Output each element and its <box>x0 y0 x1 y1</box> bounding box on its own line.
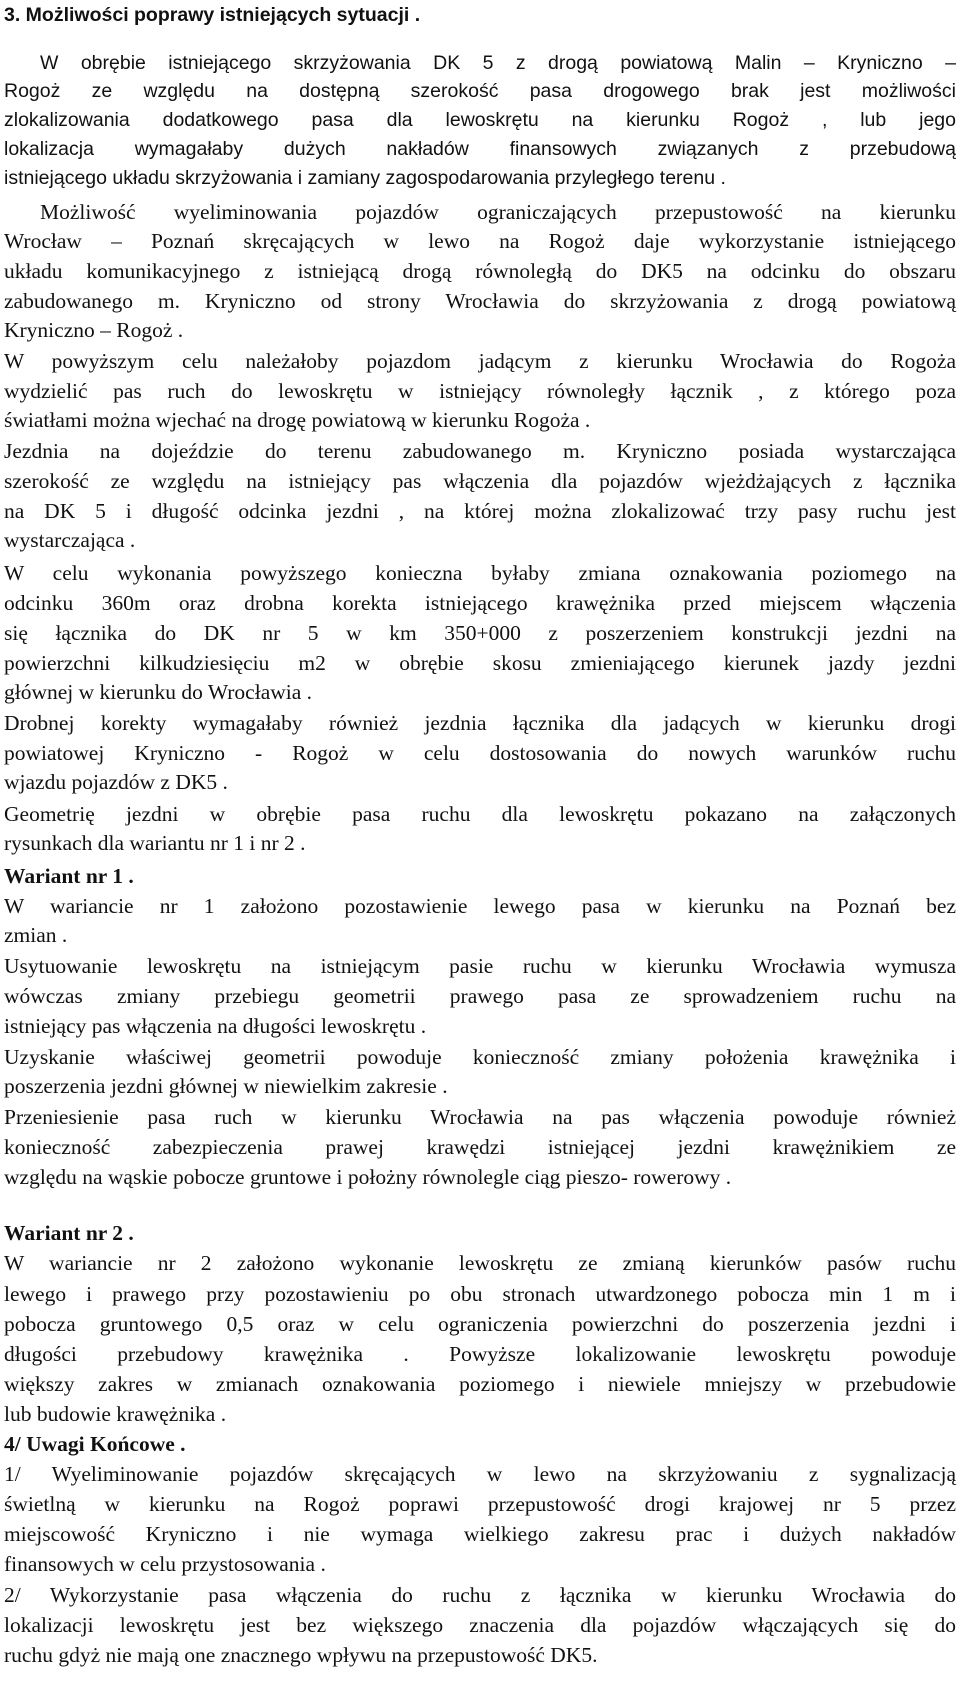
text-line: wydzielić pas ruch do lewoskrętu w istniejący równoległy łącznik , z którego poza <box>4 379 956 403</box>
text-line: Wrocław – Poznań skręcających w lewo na Rogoż daje wykorzystanie istniejącego <box>4 229 956 253</box>
text-line: względu na wąskie pobocze gruntowe i położny równolegle ciąg pieszo- rowerowy . <box>4 1165 732 1189</box>
section-heading: 4/ Uwagi Końcowe . <box>4 1432 186 1456</box>
text-line: konieczność zabezpieczenia prawej krawędzi istniejącej jezdni krawężnikiem ze <box>4 1135 956 1159</box>
section-heading: Wariant nr 2 . <box>4 1221 134 1245</box>
text-line: lokalizacja wymagałaby dużych nakładów finansowych związanych z przebudową <box>4 138 956 160</box>
text-line: powiatowej Kryniczno - Rogoż w celu dostosowania do nowych warunków ruchu <box>4 741 956 765</box>
text-line: Przeniesienie pasa ruch w kierunku Wrocławia na pas włączenia powoduje również <box>4 1105 956 1129</box>
text-line: lub budowie krawężnika . <box>4 1402 227 1426</box>
text-line: wystarczająca . <box>4 528 136 552</box>
text-line: W powyższym celu należałoby pojazdom jadącym z kierunku Wrocławia do Rogoża <box>4 349 956 373</box>
text-line: rysunkach dla wariantu nr 1 i nr 2 . <box>4 831 306 855</box>
text-line: W obrębie istniejącego skrzyżowania DK 5 z drogą powiatową Malin – Kryniczno – <box>40 52 956 74</box>
text-line: finansowych w celu przystosowania . <box>4 1552 326 1576</box>
text-line: Usytuowanie lewoskrętu na istniejącym pasie ruchu w kierunku Wrocławia wymusza <box>4 954 956 978</box>
text-line: odcinku 360m oraz drobna korekta istniejącego krawężnika przed miejscem włączenia <box>4 591 956 615</box>
text-line: układu komunikacyjnego z istniejącą drogą równoległą do DK5 na odcinku do obszaru <box>4 259 956 283</box>
text-line: Możliwość wyeliminowania pojazdów ograniczających przepustowość na kierunku <box>40 200 956 224</box>
text-line: poszerzenia jezdni głównej w niewielkim zakresie . <box>4 1074 448 1098</box>
text-line: istniejącego układu skrzyżowania i zamiany zagospodarowania przyległego terenu . <box>4 167 726 189</box>
text-line: istniejący pas włączenia na długości lewoskrętu . <box>4 1014 427 1038</box>
text-line: wówczas zmiany przebiegu geometrii prawego pasa ze sprowadzeniem ruchu na <box>4 984 956 1008</box>
text-line: Geometrię jezdni w obrębie pasa ruchu dla lewoskrętu pokazano na załączonych <box>4 802 956 826</box>
section-heading: Wariant nr 1 . <box>4 864 134 888</box>
text-line: światłami można wjechać na drogę powiatową w kierunku Rogoża . <box>4 408 591 432</box>
text-line: długości przebudowy krawężnika . Powyższe lokalizowanie lewoskrętu powoduje <box>4 1342 956 1366</box>
text-line: zlokalizowania dodatkowego pasa dla lewoskrętu na kierunku Rogoż , lub jego <box>4 109 956 131</box>
text-line: szerokość ze względu na istniejący pas włączenia dla pojazdów wjeżdżających z łącznika <box>4 469 956 493</box>
text-line: świetlną w kierunku na Rogoż poprawi przepustowość drogi krajowej nr 5 przez <box>4 1492 956 1516</box>
text-line: Kryniczno – Rogoż . <box>4 318 184 342</box>
text-line: lewego i prawego przy pozostawieniu po obu stronach utwardzonego pobocza min 1 m i <box>4 1282 956 1306</box>
text-line: powierzchni kilkudziesięciu m2 w obrębie skosu zmieniającego kierunek jazdy jezdni <box>4 651 956 675</box>
text-line: Jezdnia na dojeździe do terenu zabudowanego m. Kryniczno posiada wystarczająca <box>4 439 956 463</box>
text-line: W celu wykonania powyższego konieczna byłaby zmiana oznakowania poziomego na <box>4 561 956 585</box>
text-line: Rogoż ze względu na dostępną szerokość pasa drogowego brak jest możliwości <box>4 80 956 102</box>
text-line: 1/ Wyeliminowanie pojazdów skręcających w lewo na skrzyżowaniu z sygnalizacją <box>4 1462 956 1486</box>
text-line: Uzyskanie właściwej geometrii powoduje konieczność zmiany położenia krawężnika i <box>4 1045 956 1069</box>
text-line: pobocza gruntowego 0,5 oraz w celu ograniczenia powierzchni do poszerzenia jezdni i <box>4 1312 956 1336</box>
text-line: się łącznika do DK nr 5 w km 350+000 z poszerzeniem konstrukcji jezdni na <box>4 621 956 645</box>
text-line: zabudowanego m. Kryniczno od strony Wrocławia do skrzyżowania z drogą powiatową <box>4 289 956 313</box>
text-line: ruchu gdyż nie mają one znacznego wpływu na przepustowość DK5. <box>4 1643 598 1667</box>
text-line: większy zakres w zmianach oznakowania poziomego i niewiele mniejszy w przebudowie <box>4 1372 956 1396</box>
text-line: Drobnej korekty wymagałaby również jezdnia łącznika dla jadących w kierunku drogi <box>4 711 956 735</box>
text-line: miejscowość Kryniczno i nie wymaga wielkiego zakresu prac i dużych nakładów <box>4 1522 956 1546</box>
text-line: na DK 5 i długość odcinka jezdni , na której można zlokalizować trzy pasy ruchu jest <box>4 499 956 523</box>
text-line: zmian . <box>4 923 68 947</box>
text-line: W wariancie nr 2 założono wykonanie lewoskrętu ze zmianą kierunków pasów ruchu <box>4 1251 956 1275</box>
text-line: W wariancie nr 1 założono pozostawienie lewego pasa w kierunku na Poznań bez <box>4 894 956 918</box>
section-heading: 3. Możliwości poprawy istniejących sytuacji . <box>4 4 421 26</box>
text-line: głównej w kierunku do Wrocławia . <box>4 680 313 704</box>
text-line: wjazdu pojazdów z DK5 . <box>4 770 228 794</box>
text-line: 2/ Wykorzystanie pasa włączenia do ruchu z łącznika w kierunku Wrocławia do <box>4 1583 956 1607</box>
text-line: lokalizacji lewoskrętu jest bez większego znaczenia dla pojazdów włączających się do <box>4 1613 956 1637</box>
